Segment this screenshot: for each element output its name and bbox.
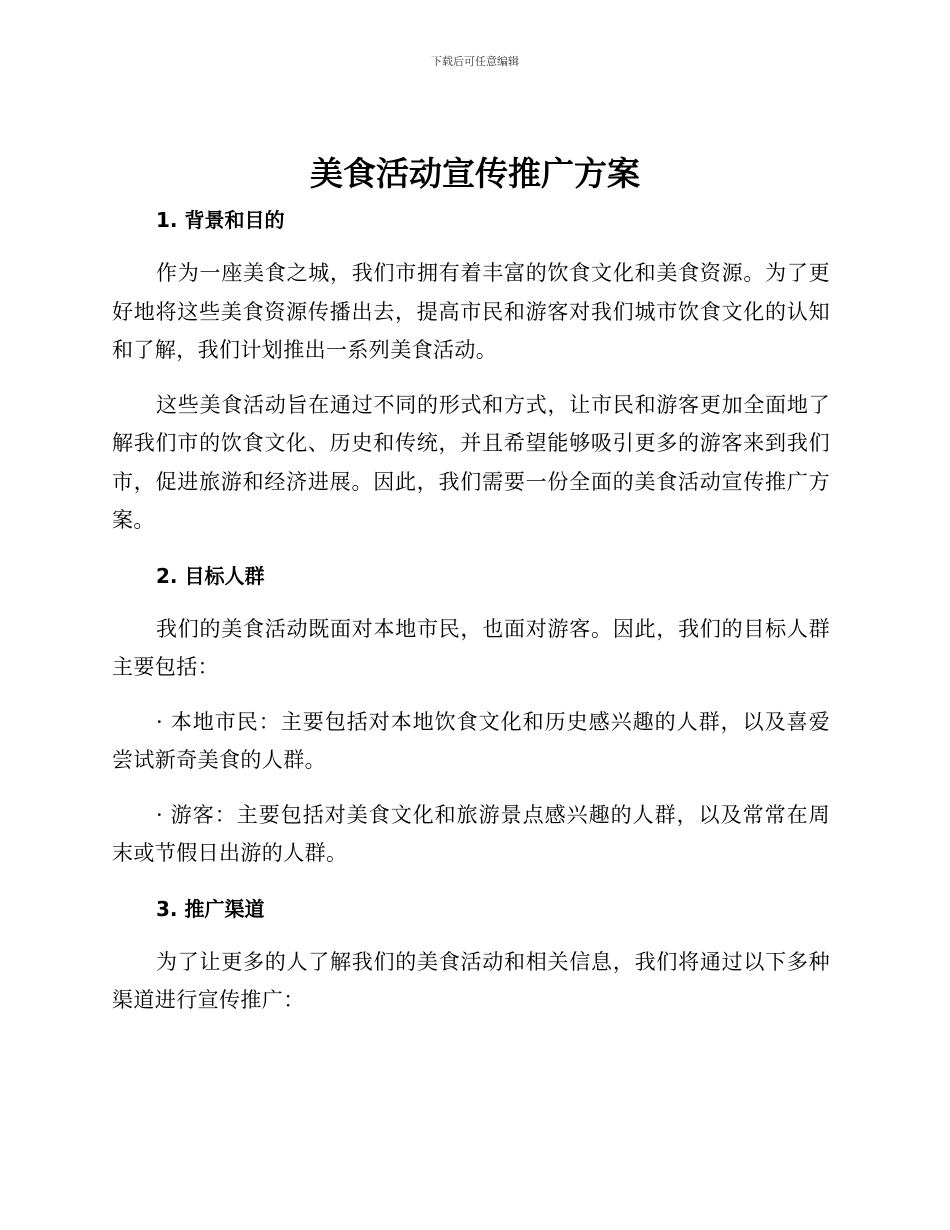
bullet-paragraph: · 本地市民：主要包括对本地饮食文化和历史感兴趣的人群，以及喜爱尝试新奇美食的人群。 xyxy=(112,709,830,772)
document-body xyxy=(112,200,830,1036)
paragraph: 为了让更多的人了解我们的美食活动和相关信息，我们将通过以下多种渠道进行宣传推广： xyxy=(112,949,830,1012)
paragraph: 作为一座美食之城，我们市拥有着丰富的饮食文化和美食资源。为了更好地将这些美食资源传播出去，提高市民和游客对我们城市饮食文化的认知和了解，我们计划推出一系列美食活动。 xyxy=(112,261,830,362)
paragraph: 这些美食活动旨在通过不同的形式和方式，让市民和游客更加全面地了解我们市的饮食文化、历史和传统，并且希望能够吸引更多的游客来到我们市，促进旅游和经济进展。因此，我们需要一份全面的美食活动宣传推广方案。 xyxy=(112,392,830,532)
document-title: 美食活动宣传推广方案 xyxy=(310,154,640,193)
paragraph: 我们的美食活动既面对本地市民，也面对游客。因此，我们的目标人群主要包括： xyxy=(112,616,830,679)
header-note: 下载后可任意编辑 xyxy=(431,55,519,68)
bullet-paragraph: · 游客：主要包括对美食文化和旅游景点感兴趣的人群，以及常常在周末或节假日出游的人群。 xyxy=(112,802,830,865)
section-heading-background: 1. 背景和目的 xyxy=(156,208,285,232)
section-heading-channels: 3. 推广渠道 xyxy=(156,896,265,921)
section-heading-target-audience: 2. 目标人群 xyxy=(156,563,265,588)
